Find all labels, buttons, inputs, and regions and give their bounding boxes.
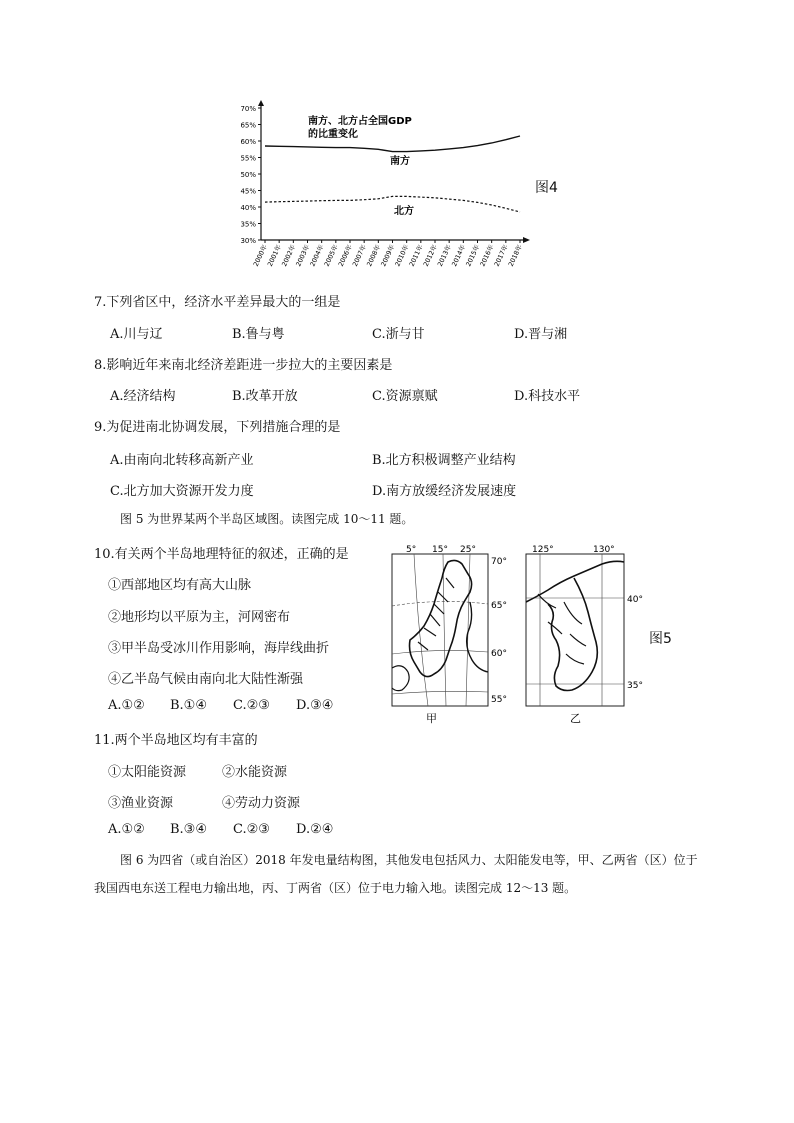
fig4-label: 图4 bbox=[535, 180, 558, 196]
q10-item-2: ②地形均以平原为主，河网密布 bbox=[108, 610, 291, 625]
fig4-x-tick-label: 2013年 bbox=[435, 243, 453, 268]
q10-option-b[interactable]: B.①④ bbox=[170, 698, 207, 713]
fig5-intro: 图 5 为世界某两个半岛区域图。读图完成 10～11 题。 bbox=[120, 512, 414, 526]
q7-stem: 7.下列省区中，经济水平差异最大的一组是 bbox=[94, 295, 341, 310]
q11-item-2: ②水能资源 bbox=[222, 765, 288, 780]
fig4-chart bbox=[228, 98, 548, 276]
map-jia-lon-15: 15° bbox=[432, 545, 448, 555]
q8-option-a[interactable]: A.经济结构 bbox=[110, 389, 176, 404]
q11-item-3: ③渔业资源 bbox=[108, 796, 174, 811]
fig4-title-line2: 的比重变化 bbox=[308, 129, 358, 140]
q8-option-c[interactable]: C.资源禀赋 bbox=[372, 389, 438, 404]
q7-option-c[interactable]: C.浙与甘 bbox=[372, 327, 425, 342]
fig4-y-tick-label: 35% bbox=[240, 220, 256, 229]
fig4-y-tick-label: 50% bbox=[240, 171, 256, 179]
fig4-y-tick-label: 30% bbox=[240, 237, 256, 245]
map-yi-peninsula bbox=[526, 561, 624, 690]
map-jia-peninsula bbox=[410, 560, 472, 676]
map-jia-frame bbox=[392, 554, 488, 706]
q10-option-c[interactable]: C.②③ bbox=[233, 698, 270, 713]
fig4-x-tick-label: 2011年 bbox=[407, 243, 425, 268]
q7-option-d[interactable]: D.晋与湘 bbox=[514, 327, 568, 342]
q8-option-b[interactable]: B.改革开放 bbox=[232, 389, 298, 404]
fig4-x-tick-label: 2001年 bbox=[265, 243, 283, 268]
fig4-y-tick-label: 55% bbox=[240, 154, 256, 163]
q9-option-b[interactable]: B.北方积极调整产业结构 bbox=[372, 453, 516, 468]
series-line-north bbox=[265, 196, 520, 212]
q10-option-d[interactable]: D.③④ bbox=[296, 698, 334, 713]
q11-item-1: ①太阳能资源 bbox=[108, 765, 187, 780]
q8-option-d[interactable]: D.科技水平 bbox=[514, 389, 581, 404]
fig4-x-tick-label: 2006年 bbox=[336, 243, 354, 268]
map-jia-lat-55: 55° bbox=[491, 695, 507, 705]
q10-item-3: ③甲半岛受冰川作用影响，海岸线曲折 bbox=[108, 641, 330, 656]
fig4-x-tick-label: 2003年 bbox=[294, 243, 312, 268]
q11-stem: 11.两个半岛地区均有丰富的 bbox=[94, 733, 258, 748]
map-yi-name: 乙 bbox=[570, 712, 581, 725]
map-jia-lon-5: 5° bbox=[406, 545, 417, 555]
fig4-x-tick-label: 2016年 bbox=[478, 243, 496, 268]
q11-option-d[interactable]: D.②④ bbox=[296, 822, 334, 837]
series-line-south bbox=[265, 136, 520, 152]
map-jia-coast-east bbox=[467, 602, 488, 672]
fig4-x-tick-label: 2008年 bbox=[365, 243, 383, 268]
map-jia-parallels bbox=[392, 650, 488, 694]
q9-option-a[interactable]: A.由南向北转移高新产业 bbox=[110, 453, 254, 468]
q11-option-a[interactable]: A.①② bbox=[108, 822, 145, 837]
map-jia-lat-60: 60° bbox=[491, 649, 507, 659]
map-yi-lon-130: 130° bbox=[593, 545, 615, 555]
fig4-x-tick-label: 2004年 bbox=[308, 243, 326, 268]
q7-option-a[interactable]: A.川与辽 bbox=[110, 327, 163, 342]
q10-option-a[interactable]: A.①② bbox=[108, 698, 145, 713]
fig4-x-tick-label: 2000年 bbox=[251, 243, 269, 268]
map-yi-lat-35: 35° bbox=[627, 681, 643, 691]
q11-option-b[interactable]: B.③④ bbox=[170, 822, 207, 837]
fig4-x-tick-label: 2014年 bbox=[450, 243, 468, 268]
map-jia-arctic-circle bbox=[392, 601, 488, 606]
map-yi-frame bbox=[526, 554, 624, 706]
fig5-maps bbox=[388, 542, 678, 728]
q10-item-4: ④乙半岛气候由南向北大陆性渐强 bbox=[108, 672, 304, 687]
q7-option-b[interactable]: B.鲁与粤 bbox=[232, 327, 285, 342]
fig4-y-ticks bbox=[240, 105, 261, 245]
fig4-y-tick-label: 70% bbox=[240, 105, 256, 113]
series-label-north: 北方 bbox=[394, 206, 414, 217]
fig4-x-tick-label: 2017年 bbox=[492, 243, 510, 268]
fig4-x-tick-label: 2010年 bbox=[393, 243, 411, 268]
fig4-y-tick-label: 60% bbox=[240, 138, 256, 146]
q9-option-d[interactable]: D.南方放缓经济发展速度 bbox=[372, 484, 517, 499]
map-jia-lon-25: 25° bbox=[460, 545, 476, 555]
q11-item-4: ④劳动力资源 bbox=[222, 796, 301, 811]
fig4-x-tick-label: 2015年 bbox=[464, 243, 482, 268]
map-yi-lon-125: 125° bbox=[532, 545, 554, 555]
fig4-x-tick-label: 2018年 bbox=[506, 243, 524, 268]
fig6-intro: 图 6 为四省（或自治区）2018 年发电量结构图，其他发电包括风力、太阳能发电等，甲、乙两省（区）位于我国西电东送工程电力输出地，丙、丁两省（区）位于电力输入地。读图完成 12～13 题。 bbox=[94, 853, 698, 895]
map-jia bbox=[392, 545, 507, 725]
q10-item-1: ①西部地区均有高大山脉 bbox=[108, 578, 252, 593]
map-jia-lat-65: 65° bbox=[491, 601, 507, 611]
fig4-y-tick-label: 40% bbox=[240, 204, 256, 212]
map-yi-parallels bbox=[526, 598, 624, 684]
map-yi bbox=[526, 545, 643, 725]
map-jia-coast-sw bbox=[392, 666, 409, 691]
fig4-y-tick-label: 45% bbox=[240, 187, 256, 196]
fig4-x-tick-label: 2012年 bbox=[421, 243, 439, 268]
fig4-x-tick-label: 2005年 bbox=[322, 243, 340, 268]
fig4-x-tick-label: 2009年 bbox=[379, 243, 397, 268]
fig4-x-arrow bbox=[523, 237, 530, 243]
map-yi-lat-40: 40° bbox=[627, 595, 643, 605]
q10-stem: 10.有关两个半岛地理特征的叙述，正确的是 bbox=[94, 547, 349, 562]
map-jia-rivers bbox=[418, 578, 454, 650]
fig4-x-tick-label: 2002年 bbox=[280, 243, 298, 268]
fig4-y-arrow bbox=[258, 100, 264, 106]
fig4-x-tick-label: 2007年 bbox=[350, 243, 368, 268]
fig4-x-ticks bbox=[251, 240, 524, 268]
fig4-series bbox=[265, 136, 520, 212]
q8-stem: 8.影响近年来南北经济差距进一步拉大的主要因素是 bbox=[94, 358, 393, 373]
map-jia-lat-70: 70° bbox=[491, 557, 507, 567]
map-jia-name: 甲 bbox=[426, 712, 437, 725]
q9-option-c[interactable]: C.北方加大资源开发力度 bbox=[110, 484, 254, 499]
q9-stem: 9.为促进南北协调发展，下列措施合理的是 bbox=[94, 420, 341, 435]
map-yi-rivers bbox=[538, 594, 586, 664]
series-label-south: 南方 bbox=[390, 156, 410, 167]
q11-option-c[interactable]: C.②③ bbox=[233, 822, 270, 837]
fig4-title-line1: 南方、北方占全国GDP bbox=[308, 116, 412, 127]
fig5-label: 图5 bbox=[649, 631, 672, 647]
fig4-y-tick-label: 65% bbox=[240, 121, 256, 130]
